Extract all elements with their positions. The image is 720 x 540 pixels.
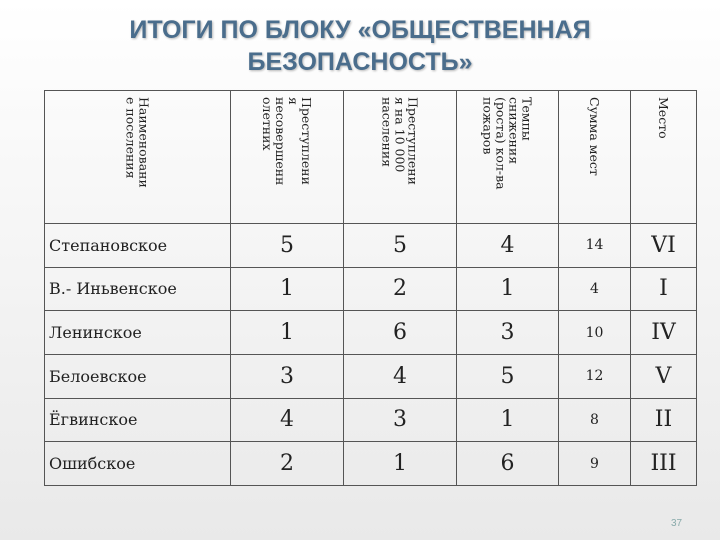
place-cell: III <box>631 442 697 486</box>
sum-of-places-cell: 8 <box>559 398 631 442</box>
settlement-name-cell: Ленинское <box>45 311 231 355</box>
place-cell: IV <box>631 311 697 355</box>
header-juvenile-crimes: Преступлени я несовершенн олетних <box>231 91 344 224</box>
title-line-1: ИТОГИ ПО БЛОКУ «ОБЩЕСТВЕННАЯ <box>129 16 591 44</box>
juvenile-crimes-cell: 3 <box>231 354 344 398</box>
sum-of-places-cell: 10 <box>559 311 631 355</box>
crimes-per-10000-cell: 2 <box>344 267 457 311</box>
table-row <box>45 442 697 486</box>
table-row <box>45 224 697 268</box>
table-row <box>45 398 697 442</box>
fire-rate-cell: 1 <box>457 398 559 442</box>
title-line-2: БЕЗОПАСНОСТЬ» <box>247 48 473 76</box>
place-cell: II <box>631 398 697 442</box>
page-number: 37 <box>671 518 683 529</box>
sum-of-places-cell: 12 <box>559 354 631 398</box>
place-cell: I <box>631 267 697 311</box>
crimes-per-10000-cell: 5 <box>344 224 457 268</box>
juvenile-crimes-cell: 5 <box>231 224 344 268</box>
place-cell: V <box>631 354 697 398</box>
settlement-name-cell: Степановское <box>45 224 231 268</box>
fire-rate-cell: 6 <box>457 442 559 486</box>
header-place: Место <box>631 91 697 224</box>
sum-of-places-cell: 4 <box>559 267 631 311</box>
settlement-name-cell: В.- Иньвенское <box>45 267 231 311</box>
settlement-name-cell: Белоевское <box>45 354 231 398</box>
header-sum-of-places: Сумма мест <box>559 91 631 224</box>
table-row <box>45 267 697 311</box>
header-fire-rate: Темпы снижения (роста) кол-ва пожаров <box>457 91 559 224</box>
slide-title <box>0 14 720 78</box>
fire-rate-cell: 1 <box>457 267 559 311</box>
crimes-per-10000-cell: 1 <box>344 442 457 486</box>
fire-rate-cell: 5 <box>457 354 559 398</box>
header-crimes-per-10000: Преступлени я на 10 000 населения <box>344 91 457 224</box>
sum-of-places-cell: 9 <box>559 442 631 486</box>
fire-rate-cell: 3 <box>457 311 559 355</box>
juvenile-crimes-cell: 4 <box>231 398 344 442</box>
crimes-per-10000-cell: 6 <box>344 311 457 355</box>
juvenile-crimes-cell: 1 <box>231 311 344 355</box>
table-row <box>45 311 697 355</box>
crimes-per-10000-cell: 4 <box>344 354 457 398</box>
place-cell: VI <box>631 224 697 268</box>
crimes-per-10000-cell: 3 <box>344 398 457 442</box>
settlement-name-cell: Ёгвинское <box>45 398 231 442</box>
juvenile-crimes-cell: 1 <box>231 267 344 311</box>
header-settlement-name: Наименовани е поселения <box>45 91 231 224</box>
header-row <box>45 91 697 224</box>
results-table <box>44 90 697 486</box>
juvenile-crimes-cell: 2 <box>231 442 344 486</box>
fire-rate-cell: 4 <box>457 224 559 268</box>
sum-of-places-cell: 14 <box>559 224 631 268</box>
table-row <box>45 354 697 398</box>
settlement-name-cell: Ошибское <box>45 442 231 486</box>
